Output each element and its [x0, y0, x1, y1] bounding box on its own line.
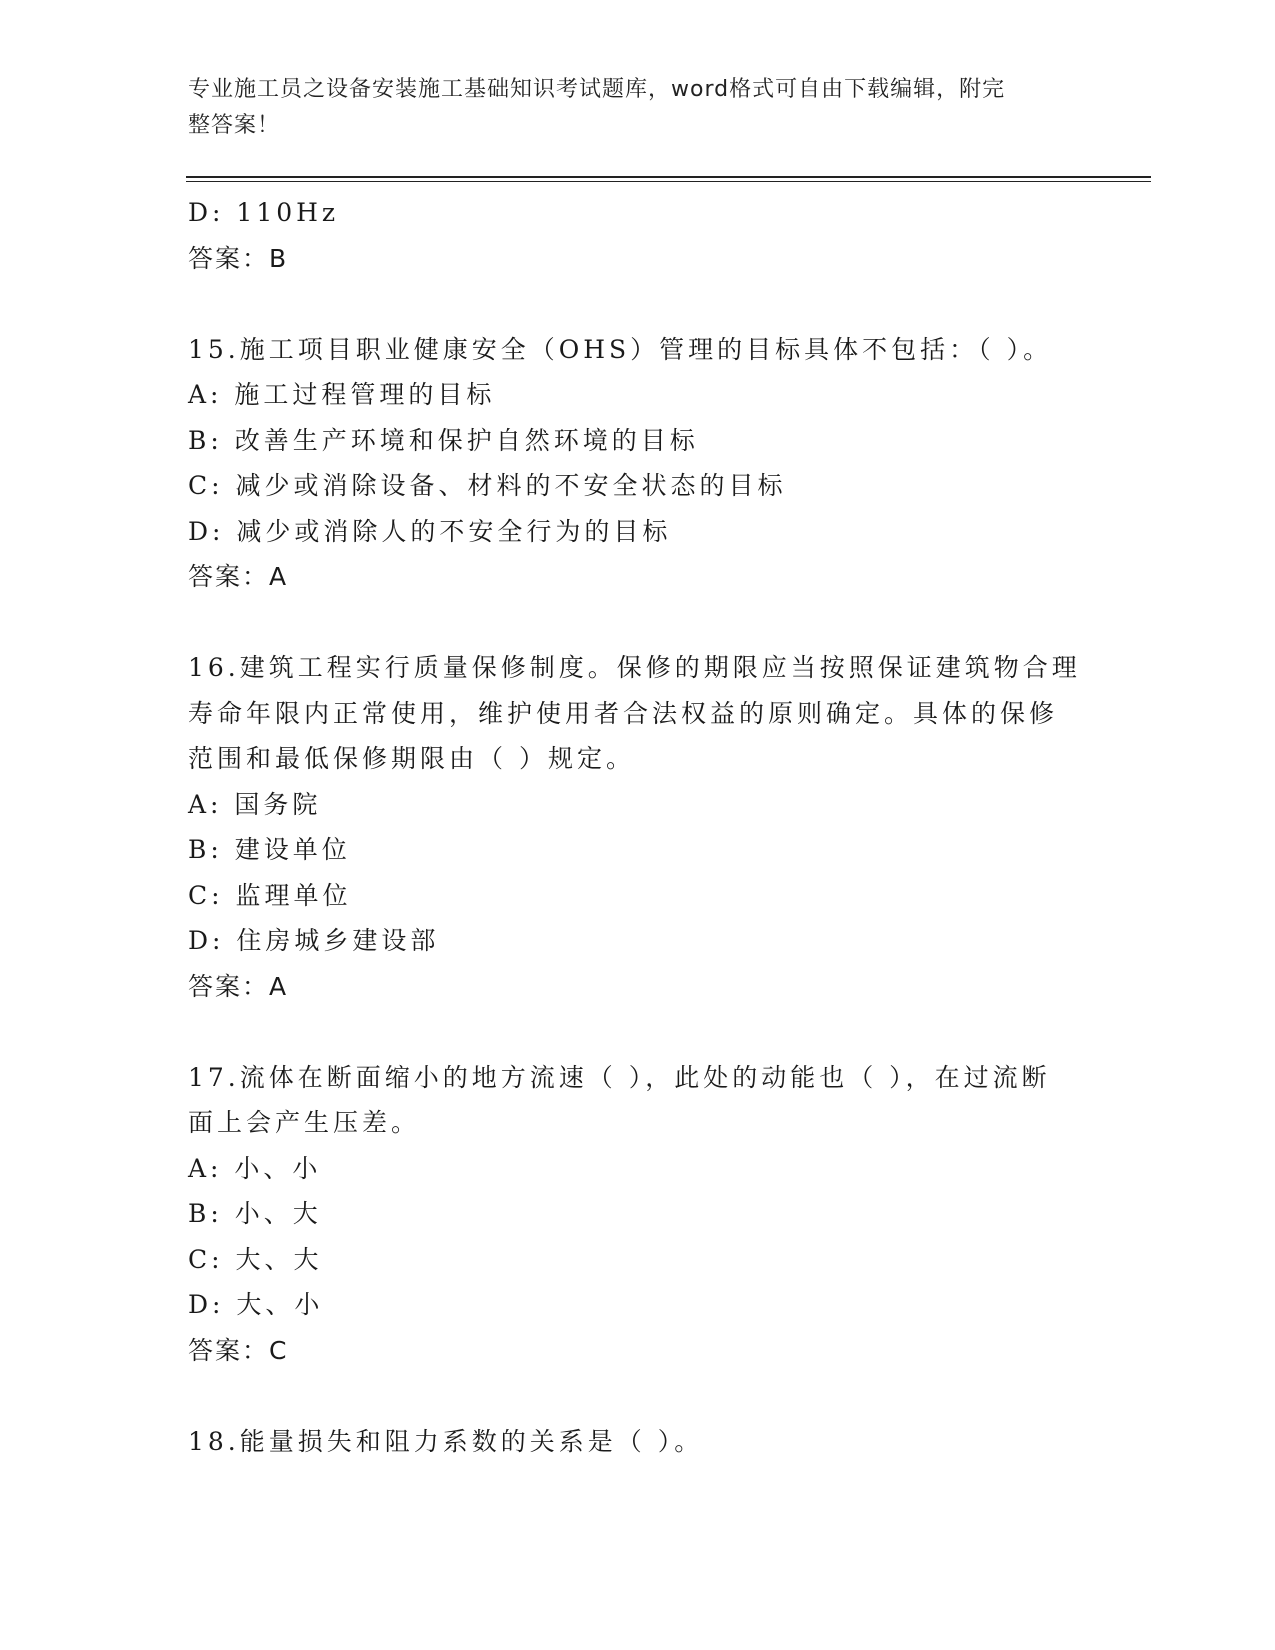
- spacer: [188, 1009, 1088, 1055]
- option-c: C: 减少或消除设备、材料的不安全状态的目标: [188, 471, 787, 500]
- option-c: C: 大、大: [188, 1244, 323, 1274]
- question-text-line-3: 范围和最低保修期限由（ ）规定。: [188, 744, 635, 773]
- question-block-16: [188, 645, 1088, 1009]
- option-d: D: 110Hz: [188, 198, 340, 227]
- option-d: D: 大、小: [188, 1290, 324, 1319]
- question-block-15: [188, 327, 1088, 600]
- answer-line: 答案：C: [188, 1335, 289, 1365]
- header-divider-thick: [186, 176, 1151, 178]
- option-a: A: 国务院: [188, 789, 322, 819]
- spacer: [188, 281, 1088, 327]
- question-block-18: [188, 1419, 1088, 1465]
- question-text: 18.能量损失和阻力系数的关系是（ ）。: [188, 1426, 704, 1456]
- answer-line: 答案：A: [188, 971, 289, 1001]
- question-text-line-2: 寿命年限内正常使用，维护使用者合法权益的原则确定。具体的保修: [188, 698, 1059, 728]
- option-c: C: 监理单位: [188, 880, 352, 910]
- option-d: D: 住房城乡建设部: [188, 926, 440, 955]
- option-b: B: 建设单位: [188, 835, 351, 864]
- spacer: [188, 1373, 1088, 1419]
- header-line-1: 专业施工员之设备安装施工基础知识考试题库，word格式可自由下载编辑，附完: [188, 77, 1006, 102]
- question-text-line-2: 面上会产生压差。: [188, 1108, 421, 1137]
- header-line-2: 整答案！: [188, 113, 281, 138]
- document-header: [188, 72, 1088, 144]
- question-text-line-1: 17.流体在断面缩小的地方流速（ ），此处的动能也（ ），在过流断: [188, 1062, 1051, 1092]
- question-block-17: [188, 1055, 1088, 1374]
- spacer: [188, 600, 1088, 646]
- question-list: [188, 190, 1088, 1464]
- question-text: 15.施工项目职业健康安全（OHS）管理的目标具体不包括：（ ）。: [188, 334, 1053, 364]
- option-a: A: 施工过程管理的目标: [188, 380, 496, 409]
- question-text-line-1: 16.建筑工程实行质量保修制度。保修的期限应当按照保证建筑物合理: [188, 653, 1081, 682]
- option-a: A: 小、小: [188, 1153, 322, 1183]
- option-d: D: 减少或消除人的不安全行为的目标: [188, 516, 672, 546]
- answer-line: 答案：B: [188, 243, 289, 273]
- question-block-14: [188, 190, 1088, 281]
- option-b: B: 改善生产环境和保护自然环境的目标: [188, 425, 699, 455]
- option-b: B: 小、大: [188, 1199, 322, 1228]
- answer-line: 答案：A: [188, 562, 289, 591]
- header-divider-thin: [186, 181, 1151, 182]
